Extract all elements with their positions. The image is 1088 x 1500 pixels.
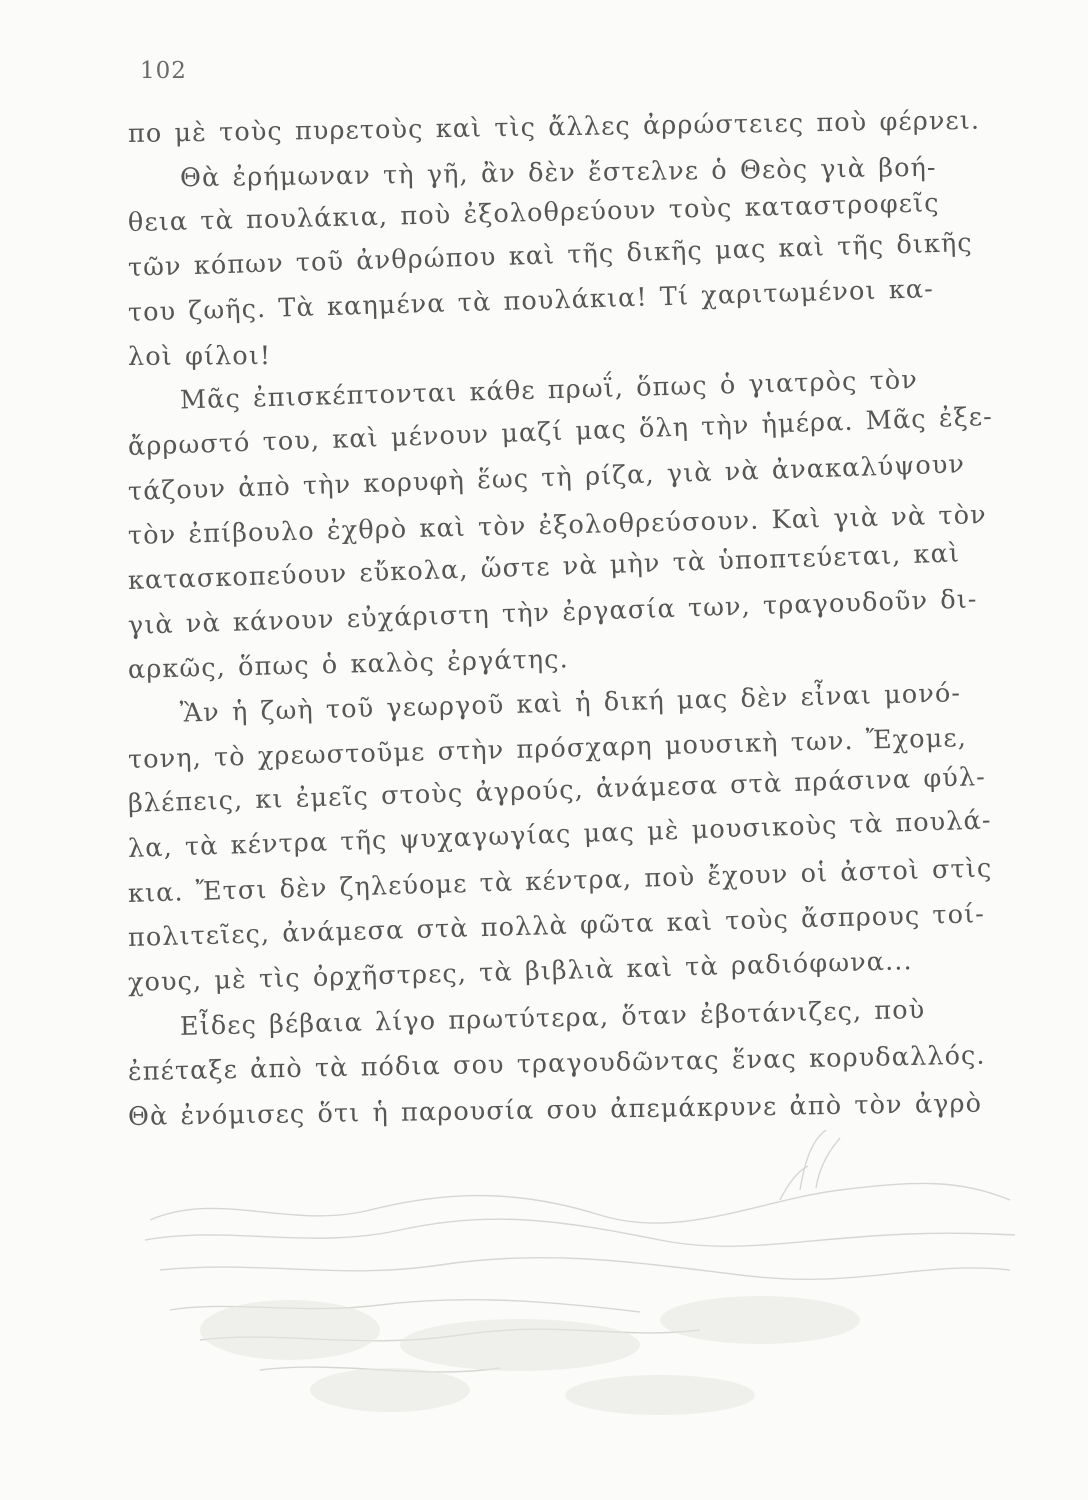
text-line: λοὶ φίλοι! [127, 341, 272, 373]
text-line: Θὰ ἐνόμισες ὅτι ἡ παρουσία σου ἀπεμάκρυνε ἀπὸ τὸν ἀγρὸ [127, 1088, 983, 1133]
text-line: κια. Ἔτσι δὲν ζηλεύομε τὰ κέντρα, ποὺ ἔχουν οἱ ἀστοὶ στὶς [127, 853, 993, 909]
text-line: ἄρρωστό του, καὶ μένουν μαζί μας ὅλη τὴν ἡμέρα. Μᾶς ἐξε- [127, 401, 994, 462]
text-line: Μᾶς ἐπισκέπτονται κάθε πρωΐ, ὅπως ὁ γιατρὸς τὸν [179, 365, 919, 416]
text-line: θεια τὰ πουλάκια, ποὺ ἐξολοθρεύουν τοὺς καταστροφεῖς [127, 188, 940, 239]
text-line: τῶν κόπων τοῦ ἀνθρώπου καὶ τῆς δικῆς μας καὶ τῆς δικῆς [127, 227, 974, 284]
text-line: ἐπέταξε ἀπὸ τὰ πόδια σου τραγουδῶντας ἕνας κορυδαλλός. [127, 1040, 986, 1088]
text-line: Θὰ ἐρήμωναν τὴ γῆ, ἂν δὲν ἔστελνε ὁ Θεὸς γιὰ βοή- [179, 152, 937, 193]
body-text [127, 105, 998, 1140]
text-line: πο μὲ τοὺς πυρετοὺς καὶ τὶς ἄλλες ἀρρώστειες ποὺ φέρνει. [127, 105, 981, 149]
text-line: αρκῶς, ὅπως ὁ καλὸς ἐργάτης. [127, 644, 570, 686]
text-line: βλέπεις, κι ἐμεῖς στοὺς ἀγρούς, ἀνάμεσα στὰ πράσινα φύλ- [127, 762, 987, 820]
text-line: Ἂν ἡ ζωὴ τοῦ γεωργοῦ καὶ ἡ δική μας δὲν εἶναι μονό- [179, 678, 962, 729]
text-line: χους, μὲ τὶς ὀρχῆστρες, τὰ βιβλιὰ καὶ τὰ ραδιόφωνα... [127, 946, 914, 999]
text-line: γιὰ νὰ κάνουν εὐχάριστη τὴν ἐργασία των, τραγουδοῦν δι- [127, 583, 978, 641]
faded-landscape-illustration [140, 1130, 1020, 1450]
text-line: τονη, τὸ χρεωστοῦμε στὴν πρόσχαρη μουσικὴ των. Ἔχομε, [127, 722, 968, 775]
text-line: Εἶδες βέβαια λίγο πρωτύτερα, ὅταν ἐβοτάνιζες, ποὺ [179, 994, 926, 1042]
text-line: πολιτεῖες, ἀνάμεσα στὰ πολλὰ φῶτα καὶ τοὺς ἄσπρους τοί- [127, 899, 986, 954]
text-line: τὸν ἐπίβουλο ἐχθρὸ καὶ τὸν ἐξολοθρεύσουν. Καὶ γιὰ νὰ τὸν [127, 500, 988, 552]
text-line: λα, τὰ κέντρα τῆς ψυχαγωγίας μας μὲ μουσικοὺς τὰ πουλά- [127, 805, 993, 864]
page-number: 102 [140, 58, 187, 84]
text-line: κατασκοπεύουν εὔκολα, ὥστε νὰ μὴν τὰ ὑποπτεύεται, καὶ [127, 538, 961, 596]
text-line: τάζουν ἀπὸ τὴν κορυφὴ ἕως τὴ ρίζα, γιὰ νὰ ἀνακαλύψουν [127, 448, 966, 507]
text-line: του ζωῆς. Τὰ καημένα τὰ πουλάκια! Τί χαριτωμένοι κα- [127, 273, 935, 328]
